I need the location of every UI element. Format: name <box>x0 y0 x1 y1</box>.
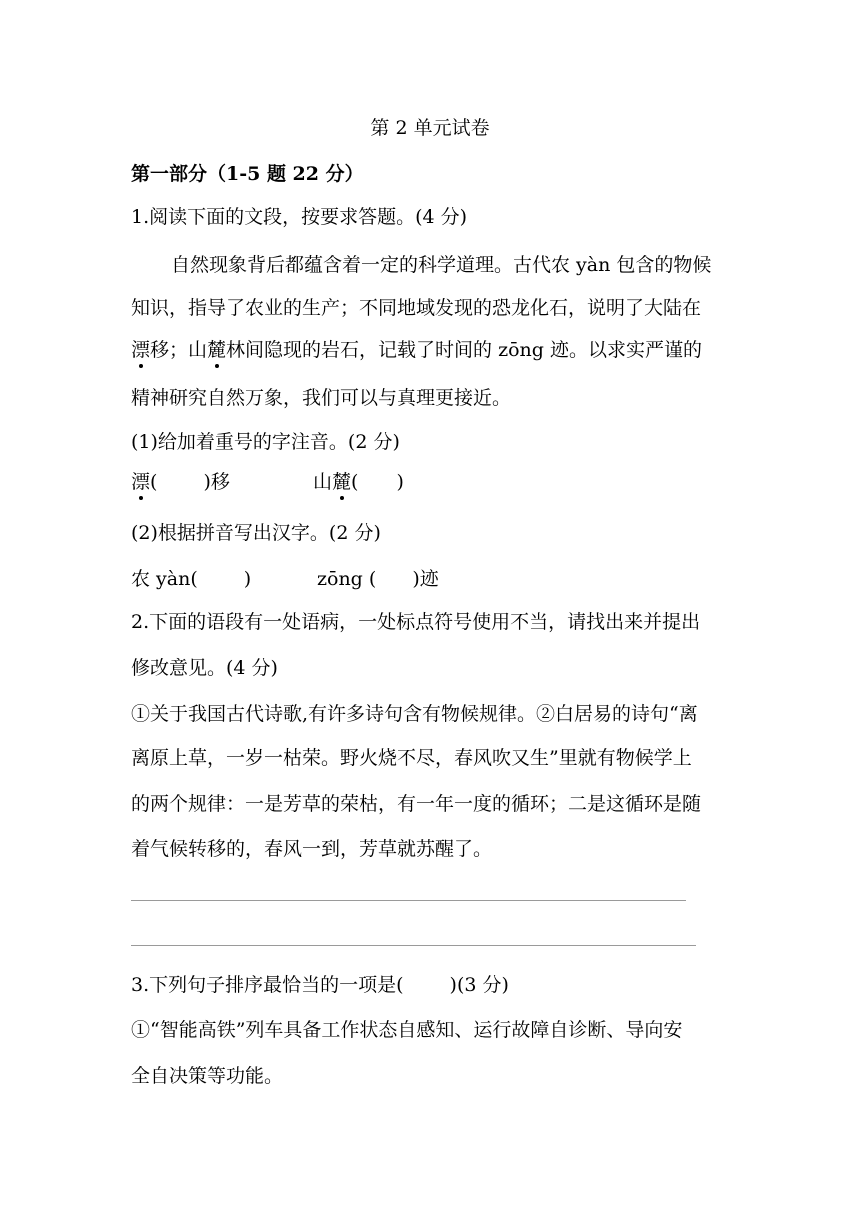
passage-text: 移；山 <box>150 339 208 361</box>
item-prefix: 山 <box>313 471 333 493</box>
q3-item-1-line-1: ①“智能高铁”列车具备工作状态自感知、运行故障自诊断、导向安 <box>131 1019 683 1041</box>
paren-close: ) <box>396 471 404 493</box>
q1-sub-1-item-2 <box>313 470 404 494</box>
q2-passage-line-2: 离原上草，一岁一枯荣。野火烧不尽，春风吹又生”里就有物候学上 <box>131 747 692 769</box>
q1-passage-line-4: 精神研究自然万象，我们可以与真理更接近。 <box>131 387 512 409</box>
answer-blank[interactable] <box>358 470 396 492</box>
question-1-stem: 1.阅读下面的文段，按要求答题。(4 分) <box>131 206 468 228</box>
q1-sub-1: (1)给加着重号的字注音。(2 分) <box>131 431 400 453</box>
q1-sub-2-item-2 <box>317 567 439 591</box>
q1-sub-1-item-1 <box>131 470 230 494</box>
passage-text: 林间隐现的岩石，记载了时间的 zōng 迹。以求实严谨的 <box>226 339 702 361</box>
emphasized-char: 麓 <box>332 471 352 493</box>
part-heading: 第一部分（1-5 题 22 分） <box>131 163 364 185</box>
answer-line[interactable] <box>131 900 686 901</box>
q1-passage-line-3 <box>131 338 702 362</box>
answer-blank[interactable] <box>157 470 203 492</box>
q3-item-1-line-2: 全自决策等功能。 <box>131 1065 284 1087</box>
q2-passage-line-4: 着气候转移的，春风一到，芳草就苏醒了。 <box>131 838 493 860</box>
paren-open: ( <box>150 471 158 493</box>
q1-sub-2-item-1 <box>131 567 251 591</box>
question-3-stem <box>131 973 509 997</box>
stem-text: )(3 分) <box>449 974 509 996</box>
q1-passage-line-1: 自然现象背后都蕴含着一定的科学道理。古代农 yàn 包含的物候 <box>171 254 712 276</box>
paren-close: ) <box>243 568 252 590</box>
emphasized-char: 漂 <box>131 471 151 493</box>
answer-line[interactable] <box>131 945 696 946</box>
page-title: 第 2 单元试卷 <box>370 117 490 139</box>
q2-passage-line-3: 的两个规律：一是芳草的荣枯，有一年一度的循环；二是这循环是随 <box>131 793 702 815</box>
emphasized-char: 漂 <box>131 339 151 361</box>
paren-close: )移 <box>203 471 230 493</box>
emphasized-char: 麓 <box>207 339 227 361</box>
stem-text: 3.下列句子排序最恰当的一项是( <box>131 974 404 996</box>
question-2-stem-line-1: 2.下面的语段有一处语病，一处标点符号使用不当，请找出来并提出 <box>131 611 701 633</box>
paren-open: 农 yàn( <box>131 568 198 590</box>
answer-blank[interactable] <box>198 567 244 589</box>
paren-open: ( <box>351 471 359 493</box>
answer-blank[interactable] <box>376 567 412 589</box>
q1-sub-2: (2)根据拼音写出汉字。(2 分) <box>131 522 381 544</box>
q1-passage-line-2: 知识，指导了农业的生产；不同地域发现的恐龙化石，说明了大陆在 <box>131 297 702 319</box>
q2-passage-line-1: ①关于我国古代诗歌,有许多诗句含有物候规律。②白居易的诗句“离 <box>131 703 698 725</box>
paren-close: )迹 <box>412 568 439 590</box>
answer-blank[interactable] <box>404 973 450 995</box>
question-2-stem-line-2: 修改意见。(4 分) <box>131 657 278 679</box>
paren-open: zōng ( <box>317 568 377 590</box>
